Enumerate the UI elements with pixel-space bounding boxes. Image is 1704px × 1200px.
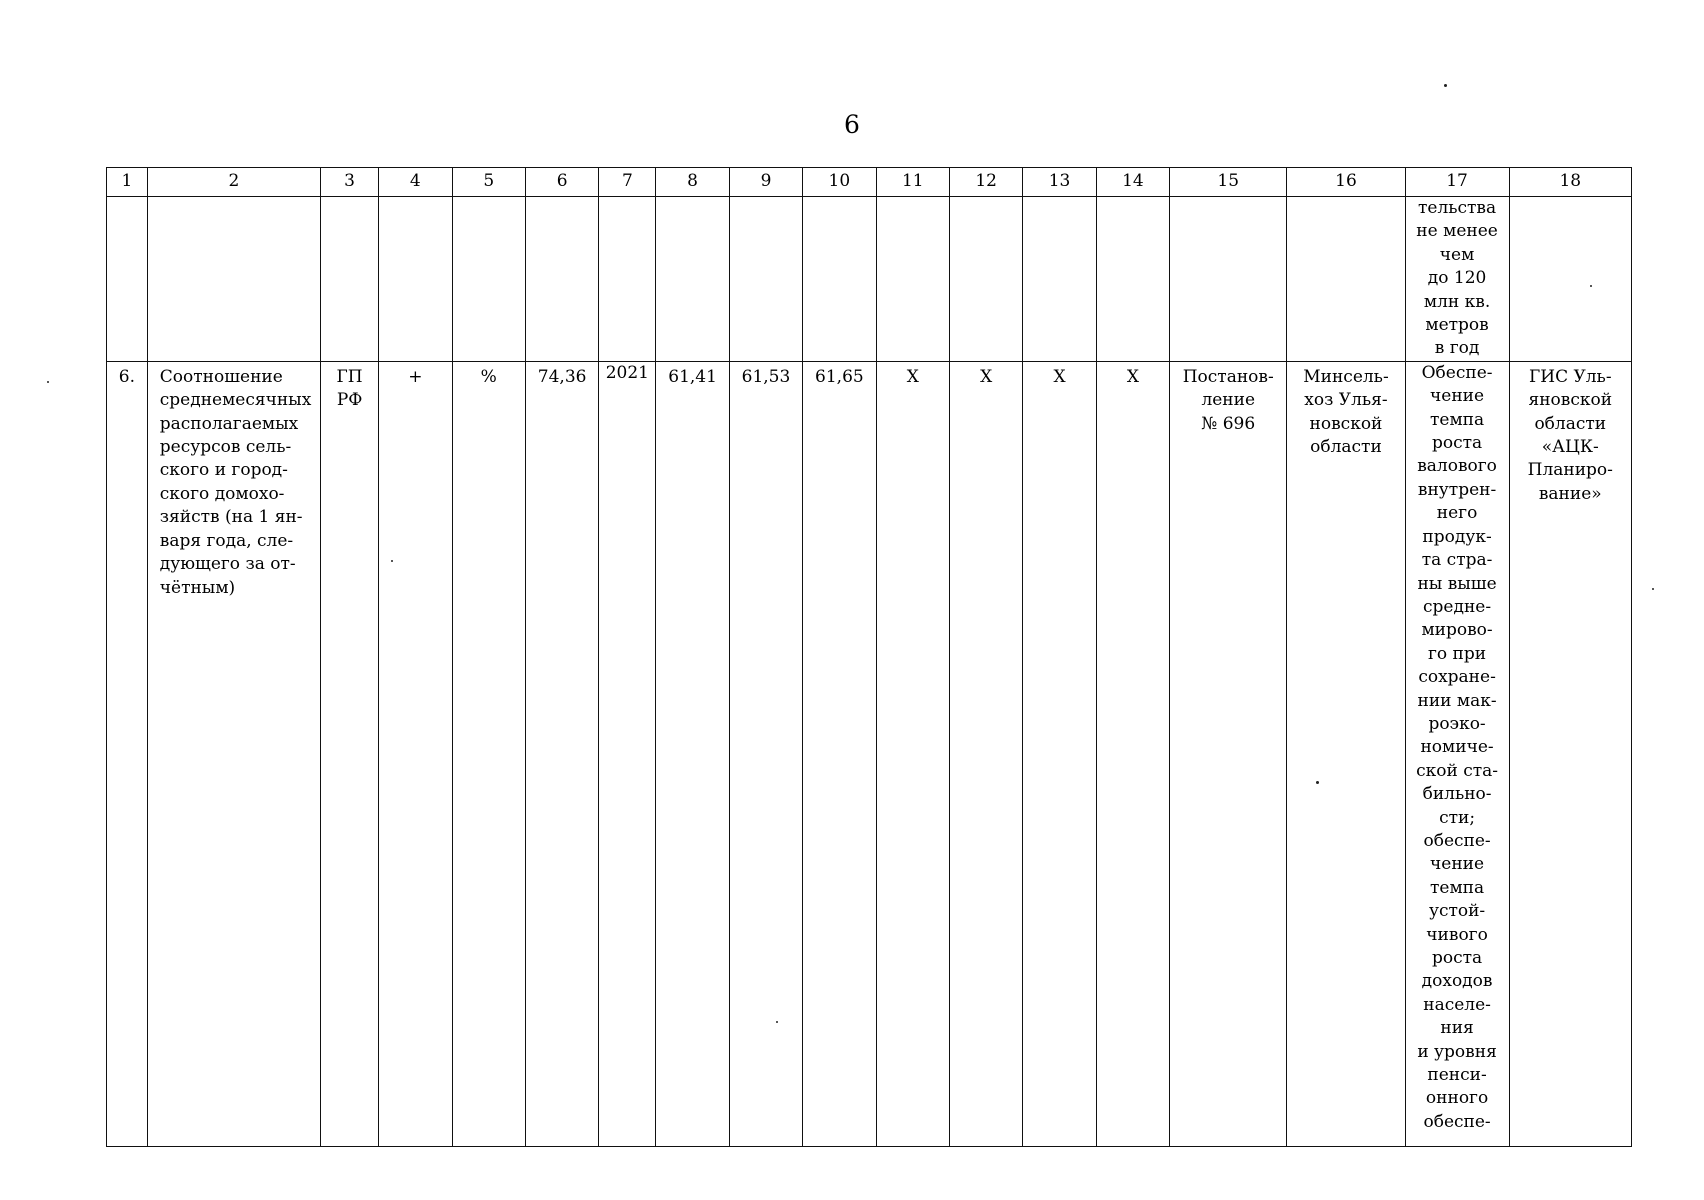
- text-line: новской: [1309, 413, 1383, 434]
- col-num-18: 18: [1509, 168, 1631, 197]
- text-line: до 120: [1427, 268, 1487, 289]
- col-num-11: 11: [876, 168, 949, 197]
- text-line: вание»: [1538, 483, 1602, 504]
- text-line: номиче-: [1420, 737, 1494, 758]
- col-num-7: 7: [599, 168, 656, 197]
- text-line: чение: [1430, 386, 1485, 407]
- col-num-6: 6: [525, 168, 598, 197]
- text-line: яновской: [1528, 390, 1613, 411]
- text-line: мирово-: [1421, 620, 1493, 641]
- col-num-13: 13: [1023, 168, 1096, 197]
- text-line: ресурсов сель-: [159, 437, 292, 458]
- text-line: Обеспе-: [1421, 362, 1493, 383]
- text-line: средне-: [1423, 596, 1492, 617]
- value-col11: Х: [876, 361, 949, 1146]
- indicator-row-6: [107, 361, 1632, 1146]
- text-line: «АЦК-: [1541, 437, 1599, 458]
- cell: [876, 197, 949, 362]
- text-line: дующего за от-: [159, 554, 296, 575]
- scan-speck: [1444, 84, 1447, 87]
- national-goal-link: [1405, 361, 1509, 1146]
- value-col12: Х: [949, 361, 1022, 1146]
- text-line: внутрен-: [1417, 479, 1497, 500]
- text-line: ской ста-: [1416, 760, 1499, 781]
- text-line: РФ: [336, 390, 363, 411]
- col-num-2: 2: [147, 168, 320, 197]
- text-line: нии мак-: [1417, 690, 1497, 711]
- cell: [107, 197, 148, 362]
- cell: [452, 197, 525, 362]
- col-num-1: 1: [107, 168, 148, 197]
- text-line: доходов: [1421, 971, 1493, 992]
- cell: [1023, 197, 1096, 362]
- sign-cell: +: [379, 361, 452, 1146]
- cell: [321, 197, 379, 362]
- col-num-8: 8: [656, 168, 729, 197]
- text-line: сохране-: [1418, 667, 1496, 688]
- text-line: ГИС Уль-: [1528, 366, 1612, 387]
- text-line: валового: [1417, 456, 1497, 477]
- scan-speck: [1590, 285, 1592, 287]
- column-number-row: [107, 168, 1632, 197]
- base-value: 74,36: [525, 361, 598, 1146]
- cell: [599, 197, 656, 362]
- continuation-row: [107, 197, 1632, 362]
- cell: [803, 197, 876, 362]
- cell: [147, 197, 320, 362]
- col-num-15: 15: [1170, 168, 1287, 197]
- col-num-12: 12: [949, 168, 1022, 197]
- text-line: пенси-: [1427, 1065, 1487, 1086]
- cell: [949, 197, 1022, 362]
- text-line: метров: [1425, 315, 1489, 336]
- col-num-10: 10: [803, 168, 876, 197]
- cell: [729, 197, 802, 362]
- cell: [525, 197, 598, 362]
- text-line: области: [1310, 437, 1382, 458]
- text-line: роста: [1431, 433, 1483, 454]
- col-num-5: 5: [452, 168, 525, 197]
- text-line: роста: [1431, 948, 1483, 968]
- text-line: роэко-: [1428, 713, 1486, 734]
- continued-goal-text: [1405, 197, 1509, 362]
- text-line: располагаемых: [159, 413, 299, 434]
- program-level: [321, 361, 379, 1146]
- text-line: не менее: [1416, 221, 1498, 242]
- text-line: населе-: [1423, 994, 1491, 1015]
- text-line: ского и город-: [159, 460, 288, 481]
- scan-speck: [391, 560, 393, 562]
- text-line: бильно-: [1422, 784, 1492, 805]
- information-system: [1509, 361, 1631, 1146]
- cell: [1287, 197, 1405, 362]
- text-line: Планиро-: [1527, 460, 1613, 481]
- col-num-17: 17: [1405, 168, 1509, 197]
- base-year: 2021: [599, 361, 656, 1146]
- text-line: него: [1436, 503, 1478, 524]
- indicator-name: [147, 361, 320, 1146]
- cell: [1096, 197, 1169, 362]
- value-col9: 61,53: [729, 361, 802, 1146]
- text-line: обеспе-: [1423, 1111, 1491, 1132]
- text-line: среднемесячных: [159, 390, 312, 411]
- text-line: ГП: [336, 366, 363, 387]
- row-number: 6.: [107, 361, 148, 1146]
- text-line: чётным): [159, 577, 236, 598]
- cell: [656, 197, 729, 362]
- col-num-4: 4: [379, 168, 452, 197]
- scan-speck: [47, 381, 49, 383]
- page-number: 6: [844, 110, 860, 139]
- text-line: зяйств (на 1 ян-: [159, 507, 303, 528]
- text-line: чем: [1439, 244, 1475, 265]
- text-line: та стра-: [1421, 550, 1493, 571]
- value-col10: 61,65: [803, 361, 876, 1146]
- value-col14: Х: [1096, 361, 1169, 1146]
- text-line: области: [1534, 413, 1607, 434]
- text-line: устой-: [1428, 901, 1486, 922]
- scan-speck: [776, 1021, 778, 1023]
- cell: [1509, 197, 1631, 362]
- text-line: темпа: [1429, 409, 1485, 430]
- text-line: тельства: [1417, 198, 1497, 218]
- text-line: чивого: [1426, 924, 1488, 945]
- text-line: ление: [1201, 390, 1256, 411]
- value-col13: Х: [1023, 361, 1096, 1146]
- scan-speck: [1652, 588, 1654, 590]
- text-line: темпа: [1429, 877, 1485, 898]
- text-line: го при: [1428, 643, 1487, 664]
- cell: [1170, 197, 1287, 362]
- text-line: ского домохо-: [159, 483, 285, 504]
- indicator-table: [106, 167, 1632, 1147]
- text-line: Минсель-: [1303, 366, 1389, 387]
- col-num-16: 16: [1287, 168, 1405, 197]
- text-line: обеспе-: [1423, 830, 1491, 851]
- text-line: продук-: [1422, 526, 1492, 547]
- text-line: № 696: [1201, 413, 1256, 434]
- text-line: Соотношение: [159, 366, 283, 387]
- cell: [379, 197, 452, 362]
- value-col8: 61,41: [656, 361, 729, 1146]
- text-line: Постанов-: [1182, 366, 1274, 387]
- col-num-14: 14: [1096, 168, 1169, 197]
- text-line: варя года, сле-: [159, 530, 294, 551]
- text-line: ния: [1440, 1018, 1474, 1039]
- legal-basis: [1170, 361, 1287, 1146]
- responsible-body: [1287, 361, 1405, 1146]
- text-line: в год: [1434, 338, 1480, 359]
- text-line: ны выше: [1417, 573, 1497, 594]
- text-line: онного: [1425, 1088, 1489, 1109]
- scan-speck: [1316, 781, 1319, 784]
- text-line: сти;: [1439, 807, 1476, 828]
- text-line: хоз Улья-: [1304, 390, 1388, 411]
- col-num-3: 3: [321, 168, 379, 197]
- text-line: чение: [1430, 854, 1485, 875]
- text-line: и уровня: [1417, 1041, 1497, 1062]
- unit-cell: %: [452, 361, 525, 1146]
- col-num-9: 9: [729, 168, 802, 197]
- text-line: млн кв.: [1423, 291, 1491, 312]
